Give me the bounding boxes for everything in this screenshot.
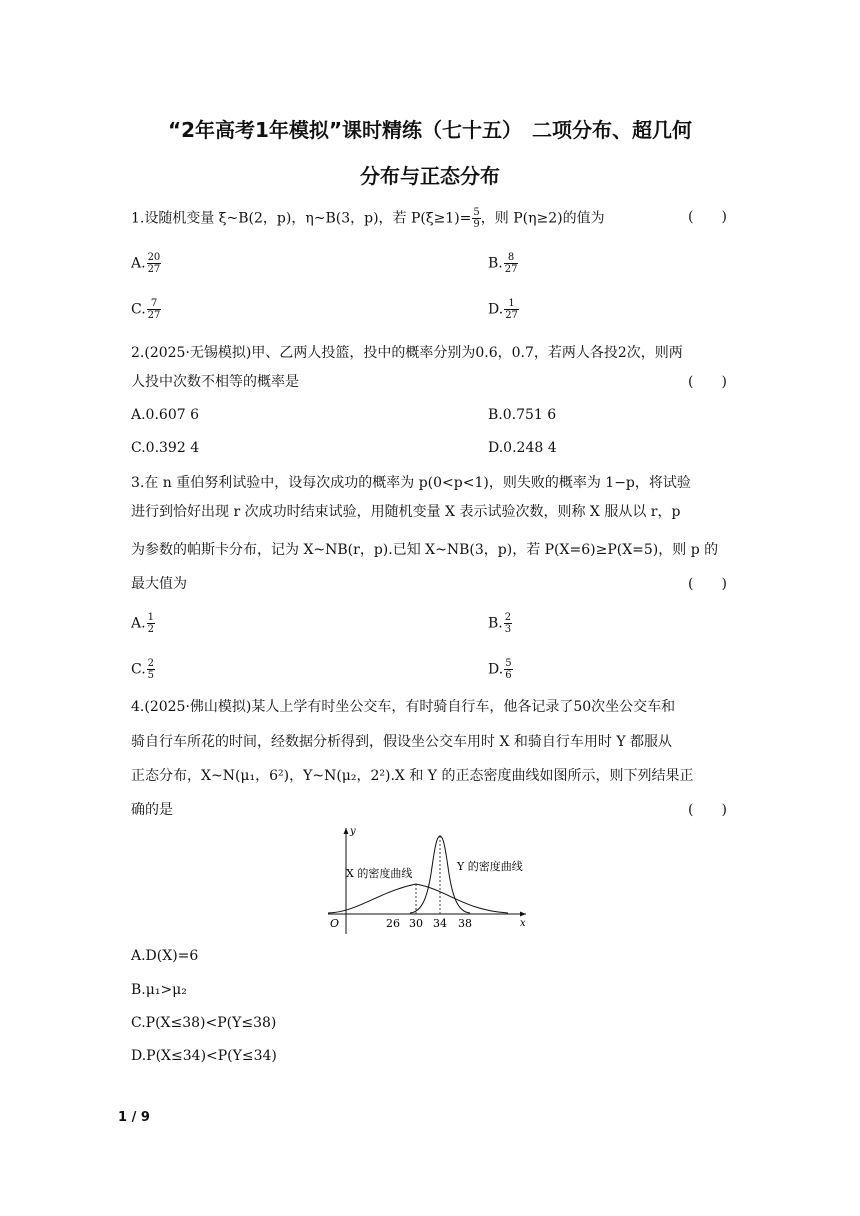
option-label: A. <box>131 255 146 272</box>
q1-option-b[interactable] <box>488 252 518 275</box>
frac-numerator: 7 <box>147 298 162 310</box>
frac-denominator: 27 <box>504 264 518 275</box>
q4-option-a[interactable]: A.D(X)=6 <box>131 948 199 964</box>
option-label: B. <box>488 255 503 272</box>
q3-option-d[interactable] <box>488 658 513 681</box>
q1-frac-denominator: 9 <box>473 219 480 230</box>
q4-line3: 正态分布，X~N(μ₁，6²)，Y~N(μ₂，2²).X 和 Y 的正态密度曲线如图所示，则下列结果正 <box>131 768 694 784</box>
frac-numerator: 2 <box>147 658 155 669</box>
q2-line1: 2.(2025·无锡模拟)甲、乙两人投篮，投中的概率分别为0.6，0.7，若两人各投2次，则两 <box>131 345 683 361</box>
option-fraction <box>147 252 162 275</box>
option-label: C. <box>131 661 146 678</box>
frac-denominator: 2 <box>147 624 154 635</box>
q3-line3: 为参数的帕斯卡分布，记为 X~NB(r，p).已知 X~NB(3，p)，若 P(X=6)≥P(X=5)，则 p 的 <box>131 542 719 558</box>
option-fraction <box>147 658 155 681</box>
y-axis-arrow <box>344 828 349 834</box>
frac-denominator: 27 <box>147 264 161 275</box>
q2-option-d[interactable]: D.0.248 4 <box>488 440 557 456</box>
option-fraction <box>504 658 512 681</box>
q1-option-d[interactable] <box>488 298 519 321</box>
frac-numerator: 2 <box>504 612 512 623</box>
q4-line4: 确的是 <box>131 802 173 818</box>
y-axis-label: y <box>350 826 356 837</box>
q1-answer-paren: ( ) <box>688 209 727 225</box>
q4-option-b[interactable]: B.μ₁>μ₂ <box>131 982 187 998</box>
option-fraction <box>504 252 519 275</box>
page-number: 1 / 9 <box>118 1110 150 1125</box>
q4-answer-paren: ( ) <box>688 802 727 818</box>
option-label: D. <box>488 661 504 678</box>
q1-option-a[interactable] <box>131 252 161 275</box>
q2-line2: 人投中次数不相等的概率是 <box>131 374 299 390</box>
page-title-line1: “2年高考1年模拟”课时精练（七十五） 二项分布、超几何 <box>167 118 693 142</box>
frac-denominator: 27 <box>505 310 518 321</box>
option-fraction <box>504 298 519 321</box>
q1-option-c[interactable] <box>131 298 161 321</box>
q4-option-c[interactable]: C.P(X≤38)<P(Y≤38) <box>131 1015 277 1031</box>
x-density-curve <box>328 884 508 913</box>
q1-frac-numerator: 5 <box>473 207 480 218</box>
q3-option-a[interactable] <box>131 612 155 635</box>
frac-denominator: 27 <box>147 310 161 321</box>
tick-label-30: 30 <box>409 917 423 930</box>
frac-denominator: 3 <box>504 624 512 635</box>
option-label: C. <box>131 301 146 318</box>
q3-option-b[interactable] <box>488 612 512 635</box>
option-fraction <box>147 298 162 321</box>
tick-label-34: 34 <box>433 917 447 930</box>
x-axis-arrow <box>520 912 526 917</box>
tick-label-26: 26 <box>386 917 400 930</box>
frac-denominator: 5 <box>147 670 155 681</box>
tick-label-38: 38 <box>458 917 472 930</box>
origin-label: O <box>330 917 340 930</box>
page-title-line2: 分布与正态分布 <box>360 164 500 188</box>
q3-option-c[interactable] <box>131 658 155 681</box>
frac-numerator: 1 <box>147 612 154 623</box>
q3-line2: 进行到恰好出现 r 次成功时结束试验，用随机变量 X 表示试验次数，则称 X 服从以 r，p <box>131 504 681 520</box>
q2-answer-paren: ( ) <box>688 374 727 390</box>
frac-numerator: 8 <box>504 252 519 264</box>
q4-line2: 骑自行车所花的时间，经数据分析得到，假设坐公交车用时 X 和骑自行车用时 Y 都服从 <box>131 734 673 750</box>
q1-fraction <box>472 207 480 230</box>
question-1-stem <box>131 207 605 230</box>
x-curve-label: X 的密度曲线 <box>346 867 413 880</box>
y-curve-label: Y 的密度曲线 <box>457 860 523 873</box>
option-label: B. <box>488 615 503 632</box>
density-curves-figure <box>318 822 540 940</box>
option-label: A. <box>131 615 146 632</box>
frac-numerator: 20 <box>147 252 161 263</box>
frac-numerator: 5 <box>505 658 512 669</box>
q4-option-d[interactable]: D.P(X≤34)<P(Y≤34) <box>131 1048 277 1064</box>
q2-option-c[interactable]: C.0.392 4 <box>131 440 200 456</box>
frac-denominator: 6 <box>505 670 512 681</box>
option-label: D. <box>488 301 504 318</box>
q1-text-a: 1.设随机变量 ξ~B(2，p)，η~B(3，p)，若 P(ξ≥1)= <box>131 210 472 227</box>
q3-line1: 3.在 n 重伯努利试验中，设每次成功的概率为 p(0<p<1)，则失败的概率为 1−p，将试验 <box>131 475 691 491</box>
x-axis-label: x <box>520 918 526 929</box>
q1-text-b: ，则 P(η≥2)的值为 <box>480 210 605 227</box>
option-fraction <box>147 612 155 635</box>
q2-option-a[interactable]: A.0.607 6 <box>131 407 199 423</box>
q4-line1: 4.(2025·佛山模拟)某人上学有时坐公交车，有时骑自行车，他各记录了50次坐公交车和 <box>131 699 676 715</box>
q3-answer-paren: ( ) <box>688 576 727 592</box>
q2-option-b[interactable]: B.0.751 6 <box>488 407 557 423</box>
q3-line4: 最大值为 <box>131 576 187 592</box>
option-fraction <box>504 612 512 635</box>
frac-numerator: 1 <box>504 298 519 310</box>
